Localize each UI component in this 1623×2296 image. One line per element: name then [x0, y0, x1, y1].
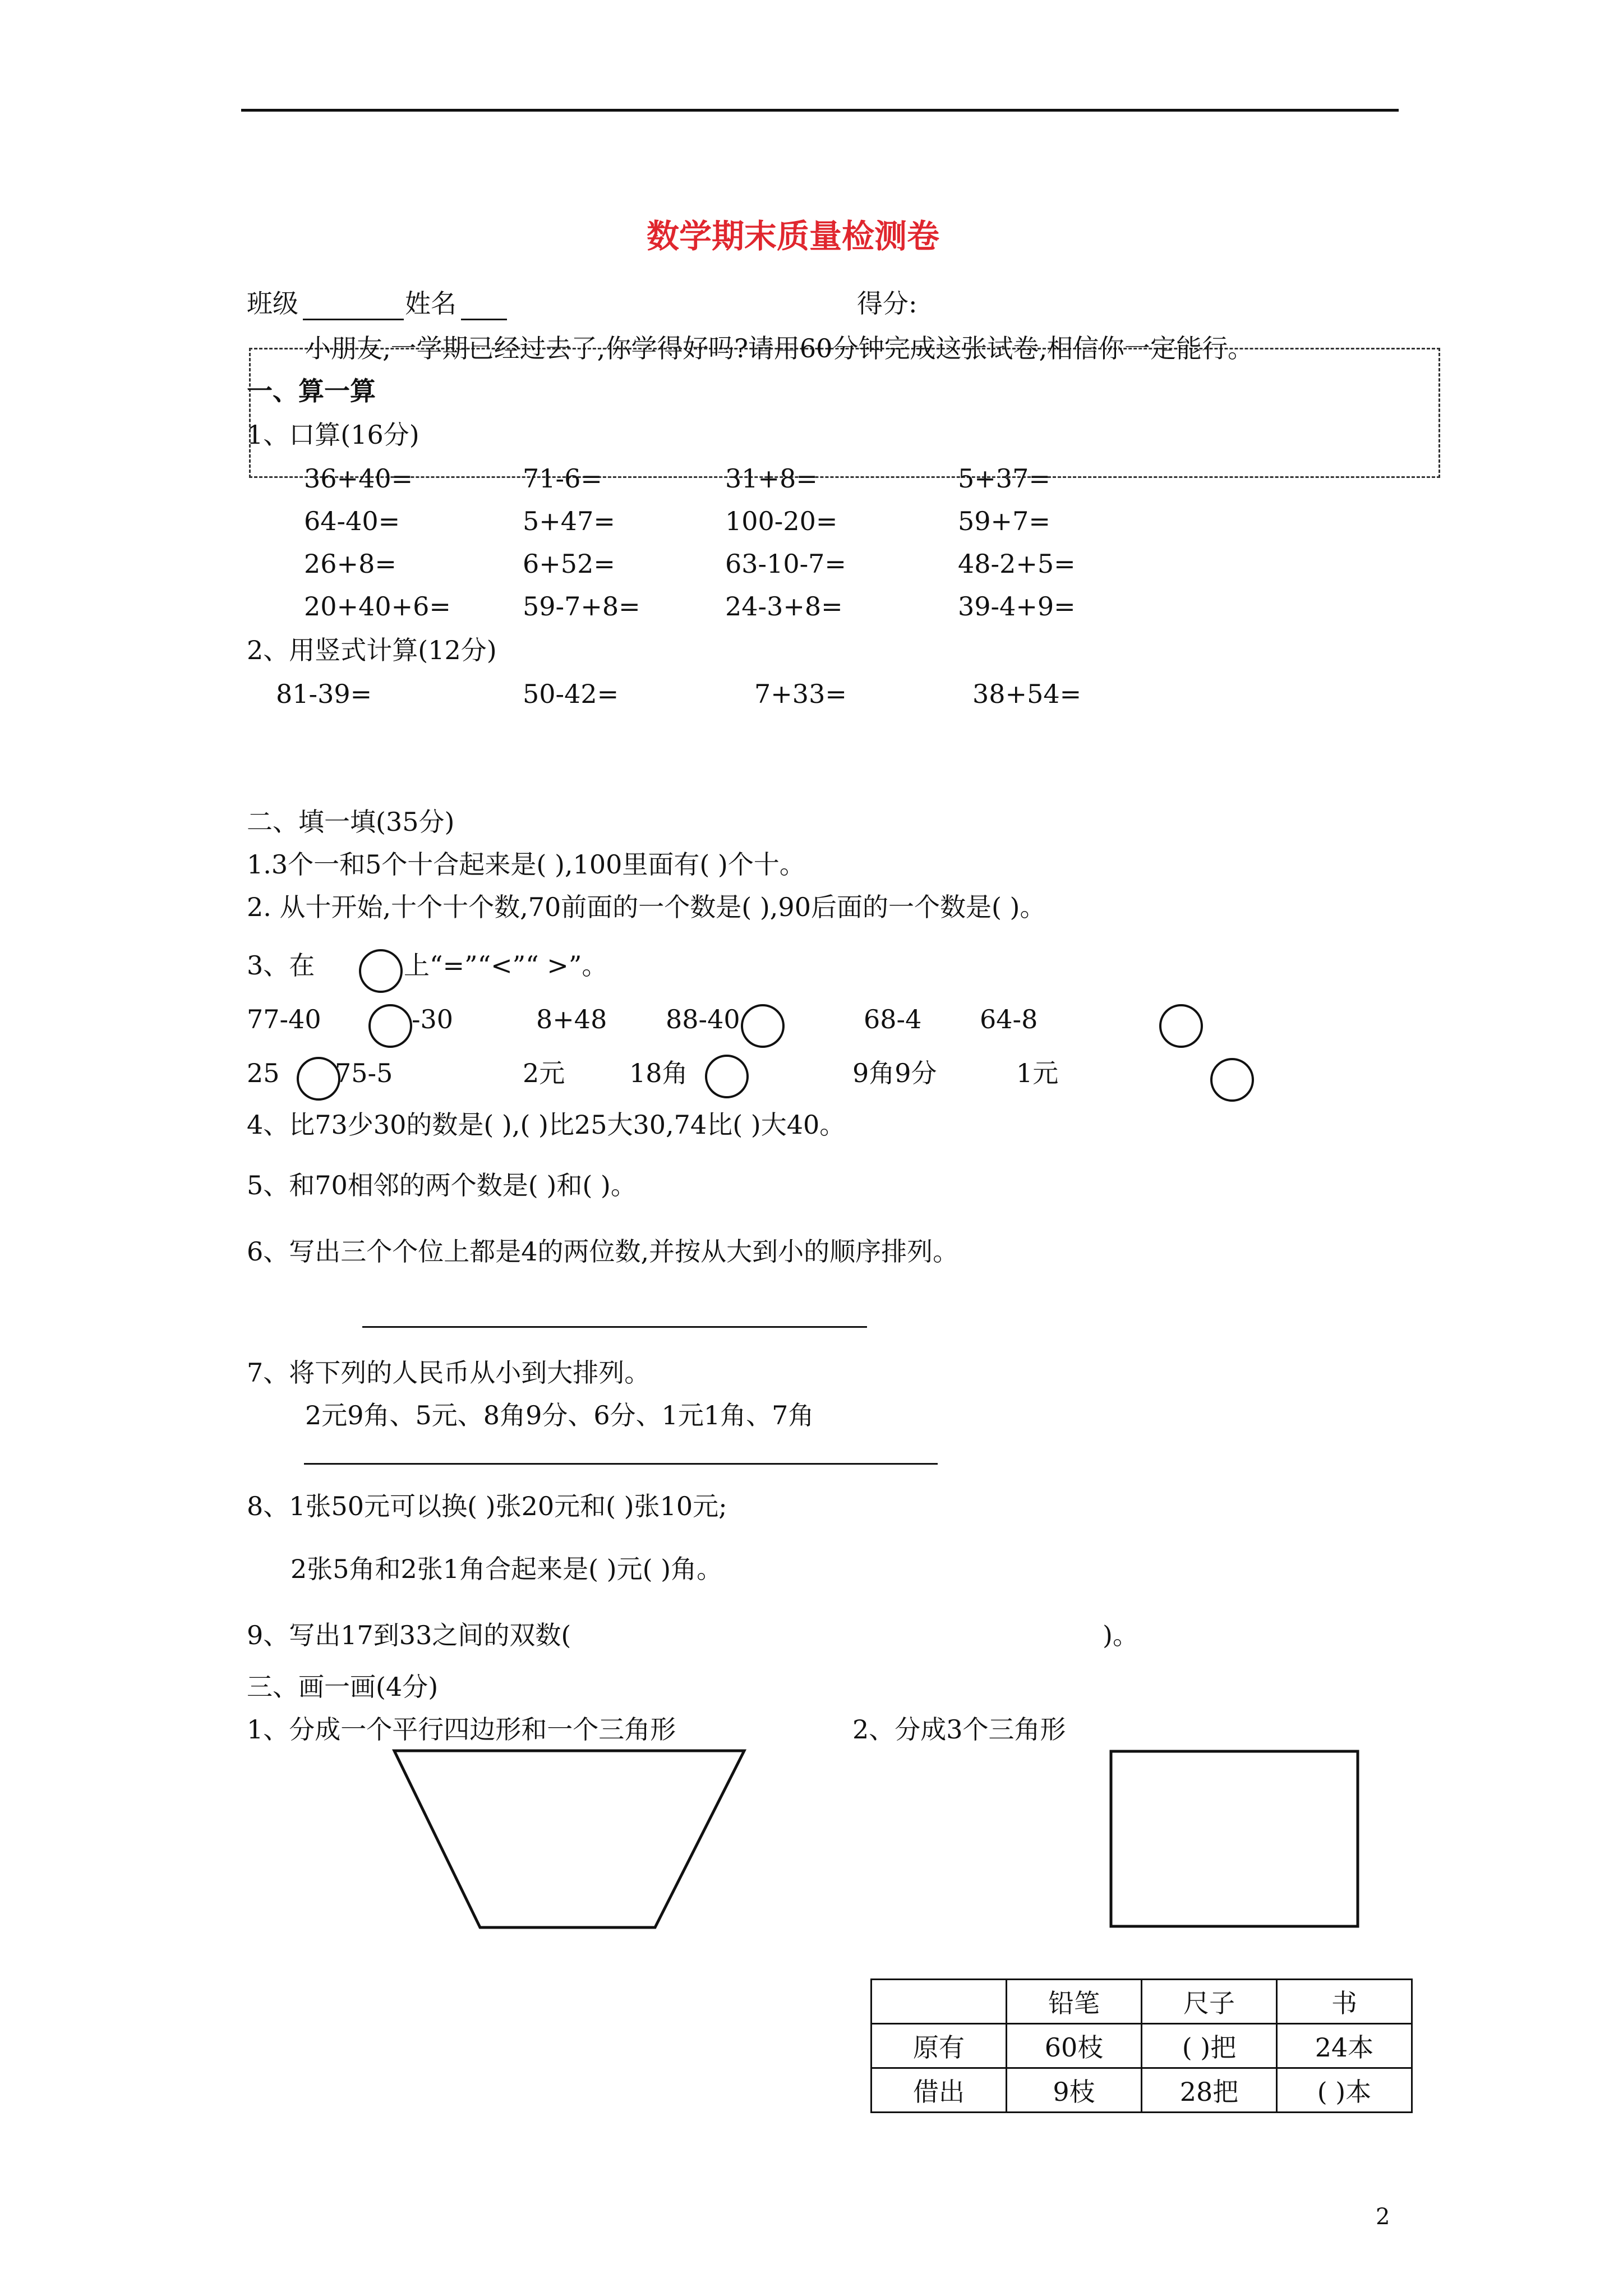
mental-item: 6+52= [523, 549, 615, 579]
section3-heading: 三、画一画(4分) [247, 1672, 439, 1702]
table-cell[interactable]: ( )把 [1142, 2024, 1277, 2068]
s2-q7-items: 2元9角、5元、8角9分、6分、1元1角、7角 [305, 1400, 814, 1430]
s2-q5: 5、和70相邻的两个数是( )和( )。 [247, 1170, 637, 1200]
mental-item: 36+40= [304, 463, 413, 494]
table-cell: 铅笔 [1007, 1980, 1142, 2024]
answer-line[interactable] [362, 1326, 867, 1328]
mental-item: 20+40+6= [304, 591, 451, 622]
class-blank[interactable] [303, 319, 404, 320]
s2-q6: 6、写出三个个位上都是4的两位数,并按从大到小的顺序排列。 [247, 1236, 959, 1267]
header-rule [241, 109, 1399, 112]
vertical-item: 38+54= [972, 679, 1082, 709]
mental-item: 26+8= [304, 549, 396, 579]
intro-text: 小朋友,一学期已经过去了,你学得好吗?请用60分钟完成这张试卷,相信你一定能行。 [305, 333, 1254, 364]
rectangle-shape[interactable] [1109, 1750, 1361, 1929]
s2-q8-line2: 2张5角和2张1角合起来是( )元( )角。 [291, 1554, 723, 1584]
compare-circle[interactable] [1159, 1004, 1203, 1048]
name-label: 姓名 [405, 288, 457, 319]
table-cell: 尺子 [1142, 1980, 1277, 2024]
compare-circle[interactable] [741, 1004, 785, 1048]
compare-circle[interactable] [297, 1057, 340, 1101]
s2-q3-prefix: 3、在 [247, 950, 315, 981]
compare-item: 75-5 [335, 1058, 393, 1088]
mental-item: 64-40= [304, 506, 400, 536]
compare-item: 18角 [629, 1058, 688, 1088]
table-row [872, 2024, 1412, 2068]
table-cell: 书 [1277, 1980, 1412, 2024]
compare-item: 64-8 [980, 1004, 1038, 1034]
table-row [872, 1980, 1412, 2024]
table-cell [872, 1980, 1007, 2024]
vertical-item: 81-39= [276, 679, 372, 709]
table-row [872, 2068, 1412, 2113]
s2-q1: 1.3个一和5个十合起来是( ),100里面有( )个十。 [247, 849, 805, 880]
name-blank[interactable] [461, 319, 507, 320]
mental-item: 24-3+8= [725, 591, 843, 622]
vertical-item: 50-42= [523, 679, 619, 709]
s3-q2: 2、分成3个三角形 [852, 1714, 1066, 1745]
compare-item: 8+48 [536, 1004, 607, 1034]
mental-item: 63-10-7= [725, 549, 846, 579]
intro-box [249, 348, 1440, 478]
s2-q8-line1: 8、1张50元可以换( )张20元和( )张10元; [247, 1491, 727, 1521]
compare-item: 9角9分 [852, 1058, 937, 1088]
mental-item: 59+7= [958, 506, 1050, 536]
stationery-table [870, 1978, 1413, 2113]
mental-item: 71-6= [523, 463, 602, 494]
table-cell: 借出 [872, 2068, 1007, 2113]
table-cell: 24本 [1277, 2024, 1412, 2068]
table-cell: 28把 [1142, 2068, 1277, 2113]
compare-item: -30 [412, 1004, 454, 1034]
compare-item: 68-4 [864, 1004, 922, 1034]
s2-q9-suffix: )。 [1103, 1620, 1138, 1650]
compare-item: 77-40 [247, 1004, 321, 1034]
table-cell[interactable]: ( )本 [1277, 2068, 1412, 2113]
table-cell: 60枝 [1007, 2024, 1142, 2068]
compare-circle[interactable] [359, 949, 403, 993]
compare-item: 88-40 [666, 1004, 740, 1034]
section1-heading: 一、算一算 [247, 376, 376, 406]
answer-line[interactable] [304, 1463, 938, 1465]
s2-q7: 7、将下列的人民币从小到大排列。 [247, 1358, 651, 1388]
mental-item: 39-4+9= [958, 591, 1076, 622]
compare-circle[interactable] [368, 1004, 412, 1048]
s2-q2: 2. 从十开始,十个十个数,70前面的一个数是( ),90后面的一个数是( )。 [247, 892, 1046, 922]
s2-q3-suffix: 上“=”“<”“ >”。 [404, 950, 608, 981]
compare-circle[interactable] [705, 1055, 749, 1098]
compare-item: 25 [247, 1058, 280, 1088]
mental-item: 100-20= [725, 506, 838, 536]
vertical-item: 7+33= [754, 679, 847, 709]
compare-circle[interactable] [1210, 1058, 1254, 1102]
class-label: 班级 [247, 288, 298, 319]
mental-item: 5+47= [523, 506, 615, 536]
s1-q2-title: 2、用竖式计算(12分) [247, 635, 497, 665]
score-label: 得分: [857, 288, 917, 319]
table-cell: 原有 [872, 2024, 1007, 2068]
mental-item: 48-2+5= [958, 549, 1076, 579]
s2-q4: 4、比73少30的数是( ),( )比25大30,74比( )大40。 [247, 1110, 846, 1140]
s3-q1: 1、分成一个平行四边形和一个三角形 [247, 1714, 676, 1745]
s1-q1-title: 1、口算(16分) [247, 420, 419, 450]
page-number: 2 [1376, 2204, 1390, 2230]
page-title: 数学期末质量检测卷 [647, 217, 940, 255]
table-cell: 9枝 [1007, 2068, 1142, 2113]
mental-item: 31+8= [725, 463, 818, 494]
section2-heading: 二、填一填(35分) [247, 807, 455, 837]
mental-item: 5+37= [958, 463, 1050, 494]
compare-item: 2元 [523, 1058, 565, 1088]
trapezoid-shape[interactable] [387, 1747, 751, 1932]
s2-q9-prefix: 9、写出17到33之间的双数( [247, 1620, 571, 1650]
compare-item: 1元 [1016, 1058, 1059, 1088]
mental-item: 59-7+8= [523, 591, 640, 622]
